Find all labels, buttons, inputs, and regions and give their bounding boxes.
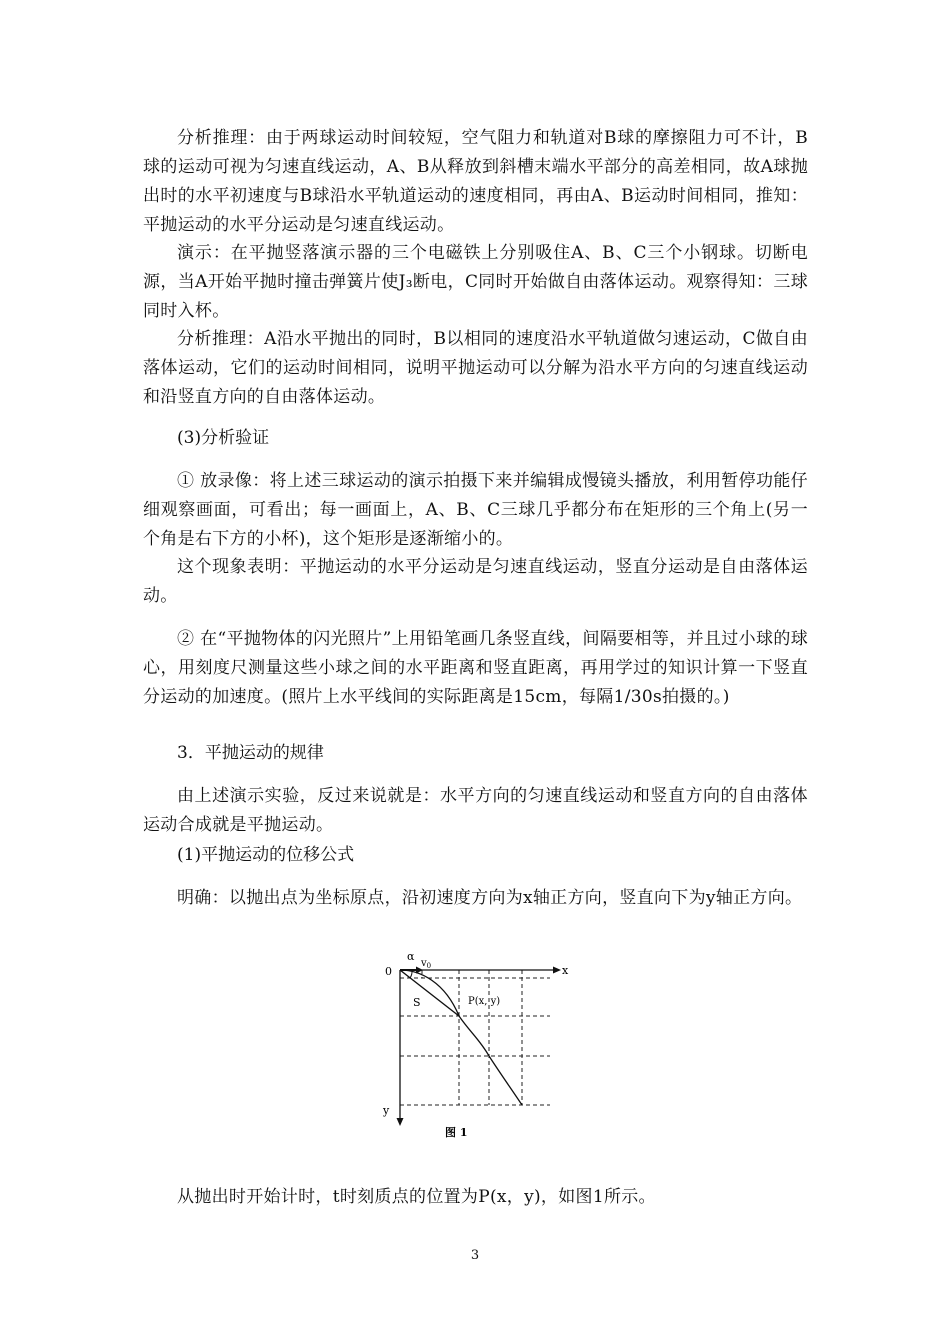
figure-caption: 图 1 [445,1126,468,1139]
alpha-label: α [407,950,415,963]
heading-laws: 3．平抛运动的规律 [177,743,324,763]
paragraph-coordinates: 明确：以抛出点为坐标原点，沿初速度方向为x轴正方向，竖直向下为y轴正方向。 [177,888,803,908]
y-axis-arrow-icon [397,1118,404,1126]
paragraph-analysis-1: 分析推理：由于两球运动时间较短，空气阻力和轨道对B球的摩擦阻力可不计，B球的运动可视为匀速直线运动，A、B从释放到斜槽末端水平部分的高差相同，故A球抛出时的水平初速度与B球沿水平轨道运动的速度相同，再由A、B运动时间相同，推知：平抛运动的水平分运动是匀速直线运动。 [143,128,808,235]
heading-displacement: (1)平抛运动的位移公式 [177,845,355,865]
x-axis-label: x [562,964,569,977]
paragraph-phenomenon: 这个现象表明：平抛运动的水平分运动是匀速直线运动，竖直分运动是自由落体运动。 [143,557,808,606]
heading-analysis-verify: (3)分析验证 [177,428,270,448]
y-axis-label: y [383,1104,390,1117]
trajectory-curve [400,970,522,1105]
projectile-diagram-svg [375,940,575,1145]
figure-projectile-diagram [375,940,575,1145]
v0-label-subscript: 0 [426,962,432,970]
v0-label [420,958,431,970]
page-number: 3 [470,1248,480,1263]
x-axis-arrow-icon [553,967,561,974]
s-label: S [413,996,421,1009]
v0-label-main: v [421,958,427,969]
displacement-line [400,970,459,1016]
paragraph-analysis-2: 分析推理：A沿水平抛出的同时，B以相同的速度沿水平轨道做匀速运动，C做自由落体运动，它们的运动时间相同，说明平抛运动可以分解为沿水平方向的匀速直线运动和沿竖直方向的自由落体运动。 [143,329,808,407]
paragraph-conclusion: 由上述演示实验，反过来说就是：水平方向的匀速直线运动和竖直方向的自由落体运动合成就是平抛运动。 [143,786,808,835]
point-p-label: P(x, y) [468,996,501,1007]
origin-label: 0 [385,965,392,978]
paragraph-demo: 演示：在平抛竖落演示器的三个电磁铁上分别吸住A、B、C三个小钢球。切断电源，当A开始平抛时撞击弹簧片使J₃断电，C同时开始做自由落体运动。观察得知：三球同时入杯。 [143,243,808,321]
paragraph-flash-photo: ② 在“平抛物体的闪光照片”上用铅笔画几条竖直线，间隔要相等，并且过小球的球心，用刻度尺测量这些小球之间的水平距离和竖直距离，再用学过的知识计算一下竖直分运动的加速度。(照片上水平线间的实际距离是15cm，每隔1/30s拍摄的。) [143,629,808,707]
paragraph-video: ① 放录像：将上述三球运动的演示拍摄下来并编辑成慢镜头播放，利用暂停功能仔细观察画面，可看出；每一画面上，A、B、C三球几乎都分布在矩形的三个角上(另一个角是右下方的小杯)，这个矩形是逐渐缩小的。 [143,471,808,549]
paragraph-position: 从抛出时开始计时，t时刻质点的位置为P(x，y)，如图1所示。 [177,1187,656,1207]
